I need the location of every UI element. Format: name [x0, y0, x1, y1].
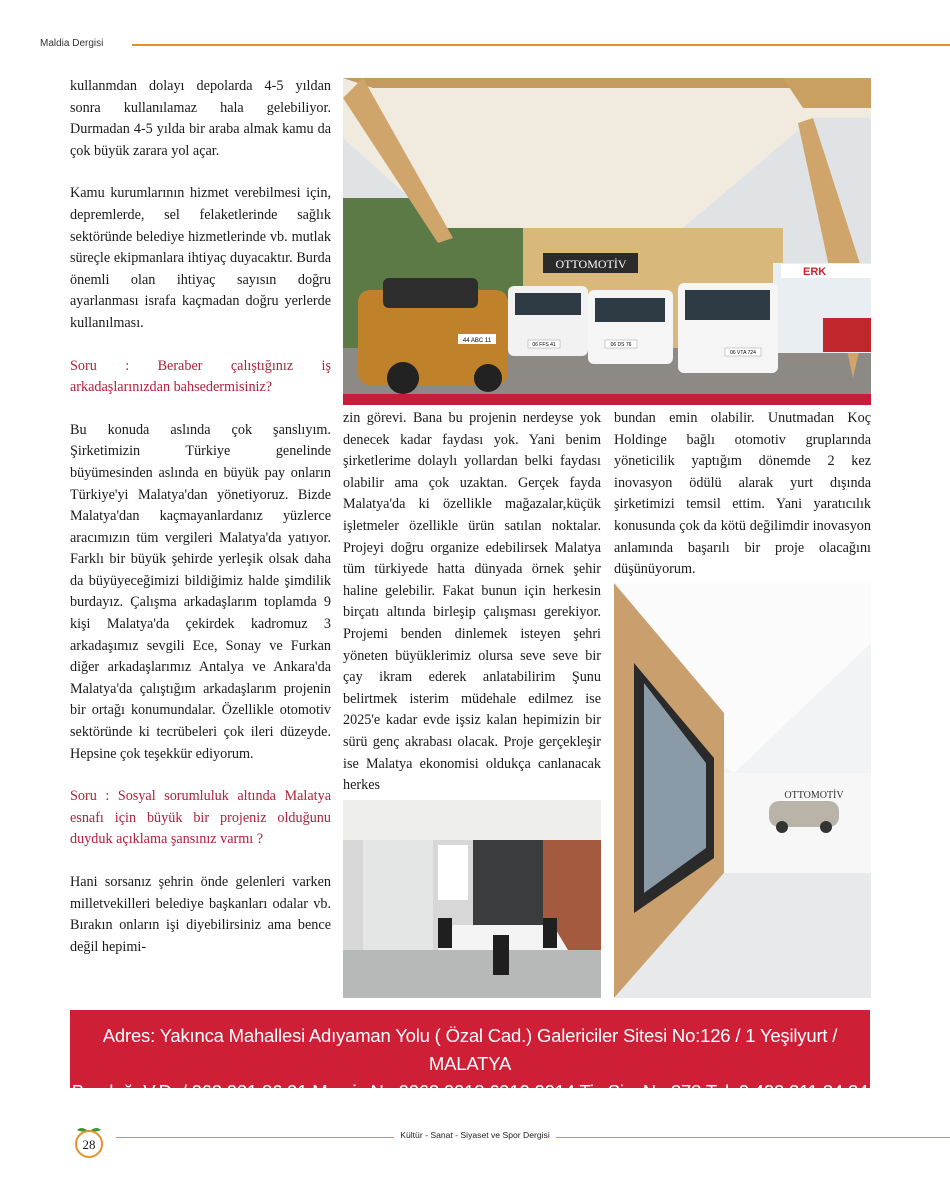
- address-banner: [70, 1010, 870, 1102]
- article-column-2: [343, 408, 601, 818]
- license-plate: 06 VTA 724: [730, 350, 756, 356]
- showroom-sign: OTTOMOTİV: [555, 257, 627, 271]
- magazine-title: Maldia Dergisi: [40, 38, 104, 49]
- footer-rule: [556, 1137, 950, 1138]
- article-column-3: [614, 408, 871, 602]
- header-rule: [132, 44, 950, 46]
- paragraph: zin görevi. Bana bu projenin nerdeyse yok denecek kadar faydası yok. Yani benim şirketlerime dolaylı yollardan belki faydası olabilir ama çok uzaktan. Gerçek fayda Malatya'da ki özellikle mağazalar,küçük işletmeler özellikle ürün satılan noktalar. Projeyi doğru organize edebilirsek Malatya tüm türkiyede hatta dünyada örnek şehir haline gelebilir. Fakat bunun için herkesin birçatı altında birleşip çalışması gerekiyor. Projemi benden dinlemek isteyen şehri yöneten büyüklerimiz olursa seve seve bir çay ikram ederek anlatabilirim Şunu belirtmek isterim müdehale edilmez ise 2025'e kadar evde işsiz kalan hepimizin bir sürü genç akrabası olacak. Proje gerçekleşir ise Malatya ekonomisi oldukça canlanacak herkes: [343, 410, 601, 794]
- dealership-exterior-photo: [343, 78, 871, 394]
- page-number-badge: [72, 1125, 106, 1159]
- article-column-1: [70, 76, 331, 979]
- license-plate: 44 ABC 11: [462, 338, 492, 344]
- paragraph: bundan emin olabilir. Unutmadan Koç Holdinge bağlı otomotiv gruplarında yöneticilik yaptığım dönemde 2 kez inovasyon ödülü alarak yurt dışında şirketimizi temsil ettim. Yani yaratıcılık konusunda çok da kötü değilimdir inovasyon anlamında başarılı bir proje olacağını düşünüyorum.: [614, 410, 871, 578]
- showroom-interior-photo: [614, 583, 871, 998]
- paragraph: kullanmdan dolayı depolarda 4-5 yıldan sonra kullanılamaz hala gelebiliyor. Durmadan 4-5 yılda bir araba almak kamu da çok büyük zarara yol açar.: [70, 78, 331, 159]
- footer-rule: [116, 1137, 394, 1138]
- paragraph: Hani sorsanız şehrin önde gelenleri varken milletvekilleri belediye başkanları odalar vb. Bırakın onların işi diyebilirsiniz ama bence değil hepimi-: [70, 874, 331, 955]
- address-line: Adres: Yakınca Mahallesi Adıyaman Yolu ( Özal Cad.) Galericiler Sitesi No:126 / 1 Yeşilyurt / MALATYA: [102, 1025, 838, 1074]
- question: Soru : Sosyal sorumluluk altında Malatya esnafı için büyük bir projeniz olduğunu duyduk açıklama şansınız varmı ?: [70, 788, 331, 848]
- tax-contact-line: Beydağı V.D. / 062 001 86 91 Mersis No:0062 0018 6910 0014 Tic Sic. No:378 Tel: 0 422 211 34 34: [71, 1081, 869, 1102]
- license-plate: 06 DS 76: [610, 342, 632, 348]
- interior-sign: OTTOMOTİV: [784, 790, 844, 801]
- question: Soru : Beraber çalıştığınız iş arkadaşlarınızdan bahsedermisiniz?: [70, 357, 331, 396]
- license-plate: 06 FFS 41: [532, 342, 556, 348]
- page-number: 28: [82, 1137, 96, 1152]
- paragraph: Kamu kurumlarının hizmet verebilmesi için, depremlerde, sel felaketlerinde sağlık sektöründe belediye hizmetlerinde vb. mutlak süreçle ekipmanlara ihtiyaç duyacaktır. Burda önemli olan ihtiyaç sayısın doğru ayarlanması israfa kaçmadan doğru yerlerde kullanılması.: [70, 185, 331, 331]
- photo-accent-bar: [343, 394, 871, 405]
- store-sign: ERK: [803, 266, 827, 278]
- paragraph: Bu konuda aslında çok şanslıyım. Şirketimizin Türkiye genelinde büyümesinden aslında en büyük pay onların Türkiye'yi Malatya'dan yönetiyoruz. Bizde Malatya'dan kaçmayanlardanız yüzlerce aracımızın tüm vergileri Malatya'da yatıyor. Farklı bir büyük şehirde yerleşik olsak daha da büyüyeceğimizi bildiğimiz halde şimdilik burdayız. Çalışma arkadaşlarım toplamda 9 kişi Malatya'da çekirdek kadromuz 3 arkadaşımız sevgili Ece, Sonay ve Furkan diğer arkadaşlarımız Antalya ve Ankara'da Malatya'da çalıştığım arkadaşlarım projenin bir ortağı konumundalar. Özellikle otomotiv sektöründe ki tecrübeleri çok ileri düzeyde. Hepsine çok teşekkür ediyorum.: [70, 421, 331, 762]
- footer-tagline: Kültür - Sanat - Siyaset ve Spor Dergisi: [400, 1130, 550, 1140]
- meeting-room-photo: [343, 800, 601, 998]
